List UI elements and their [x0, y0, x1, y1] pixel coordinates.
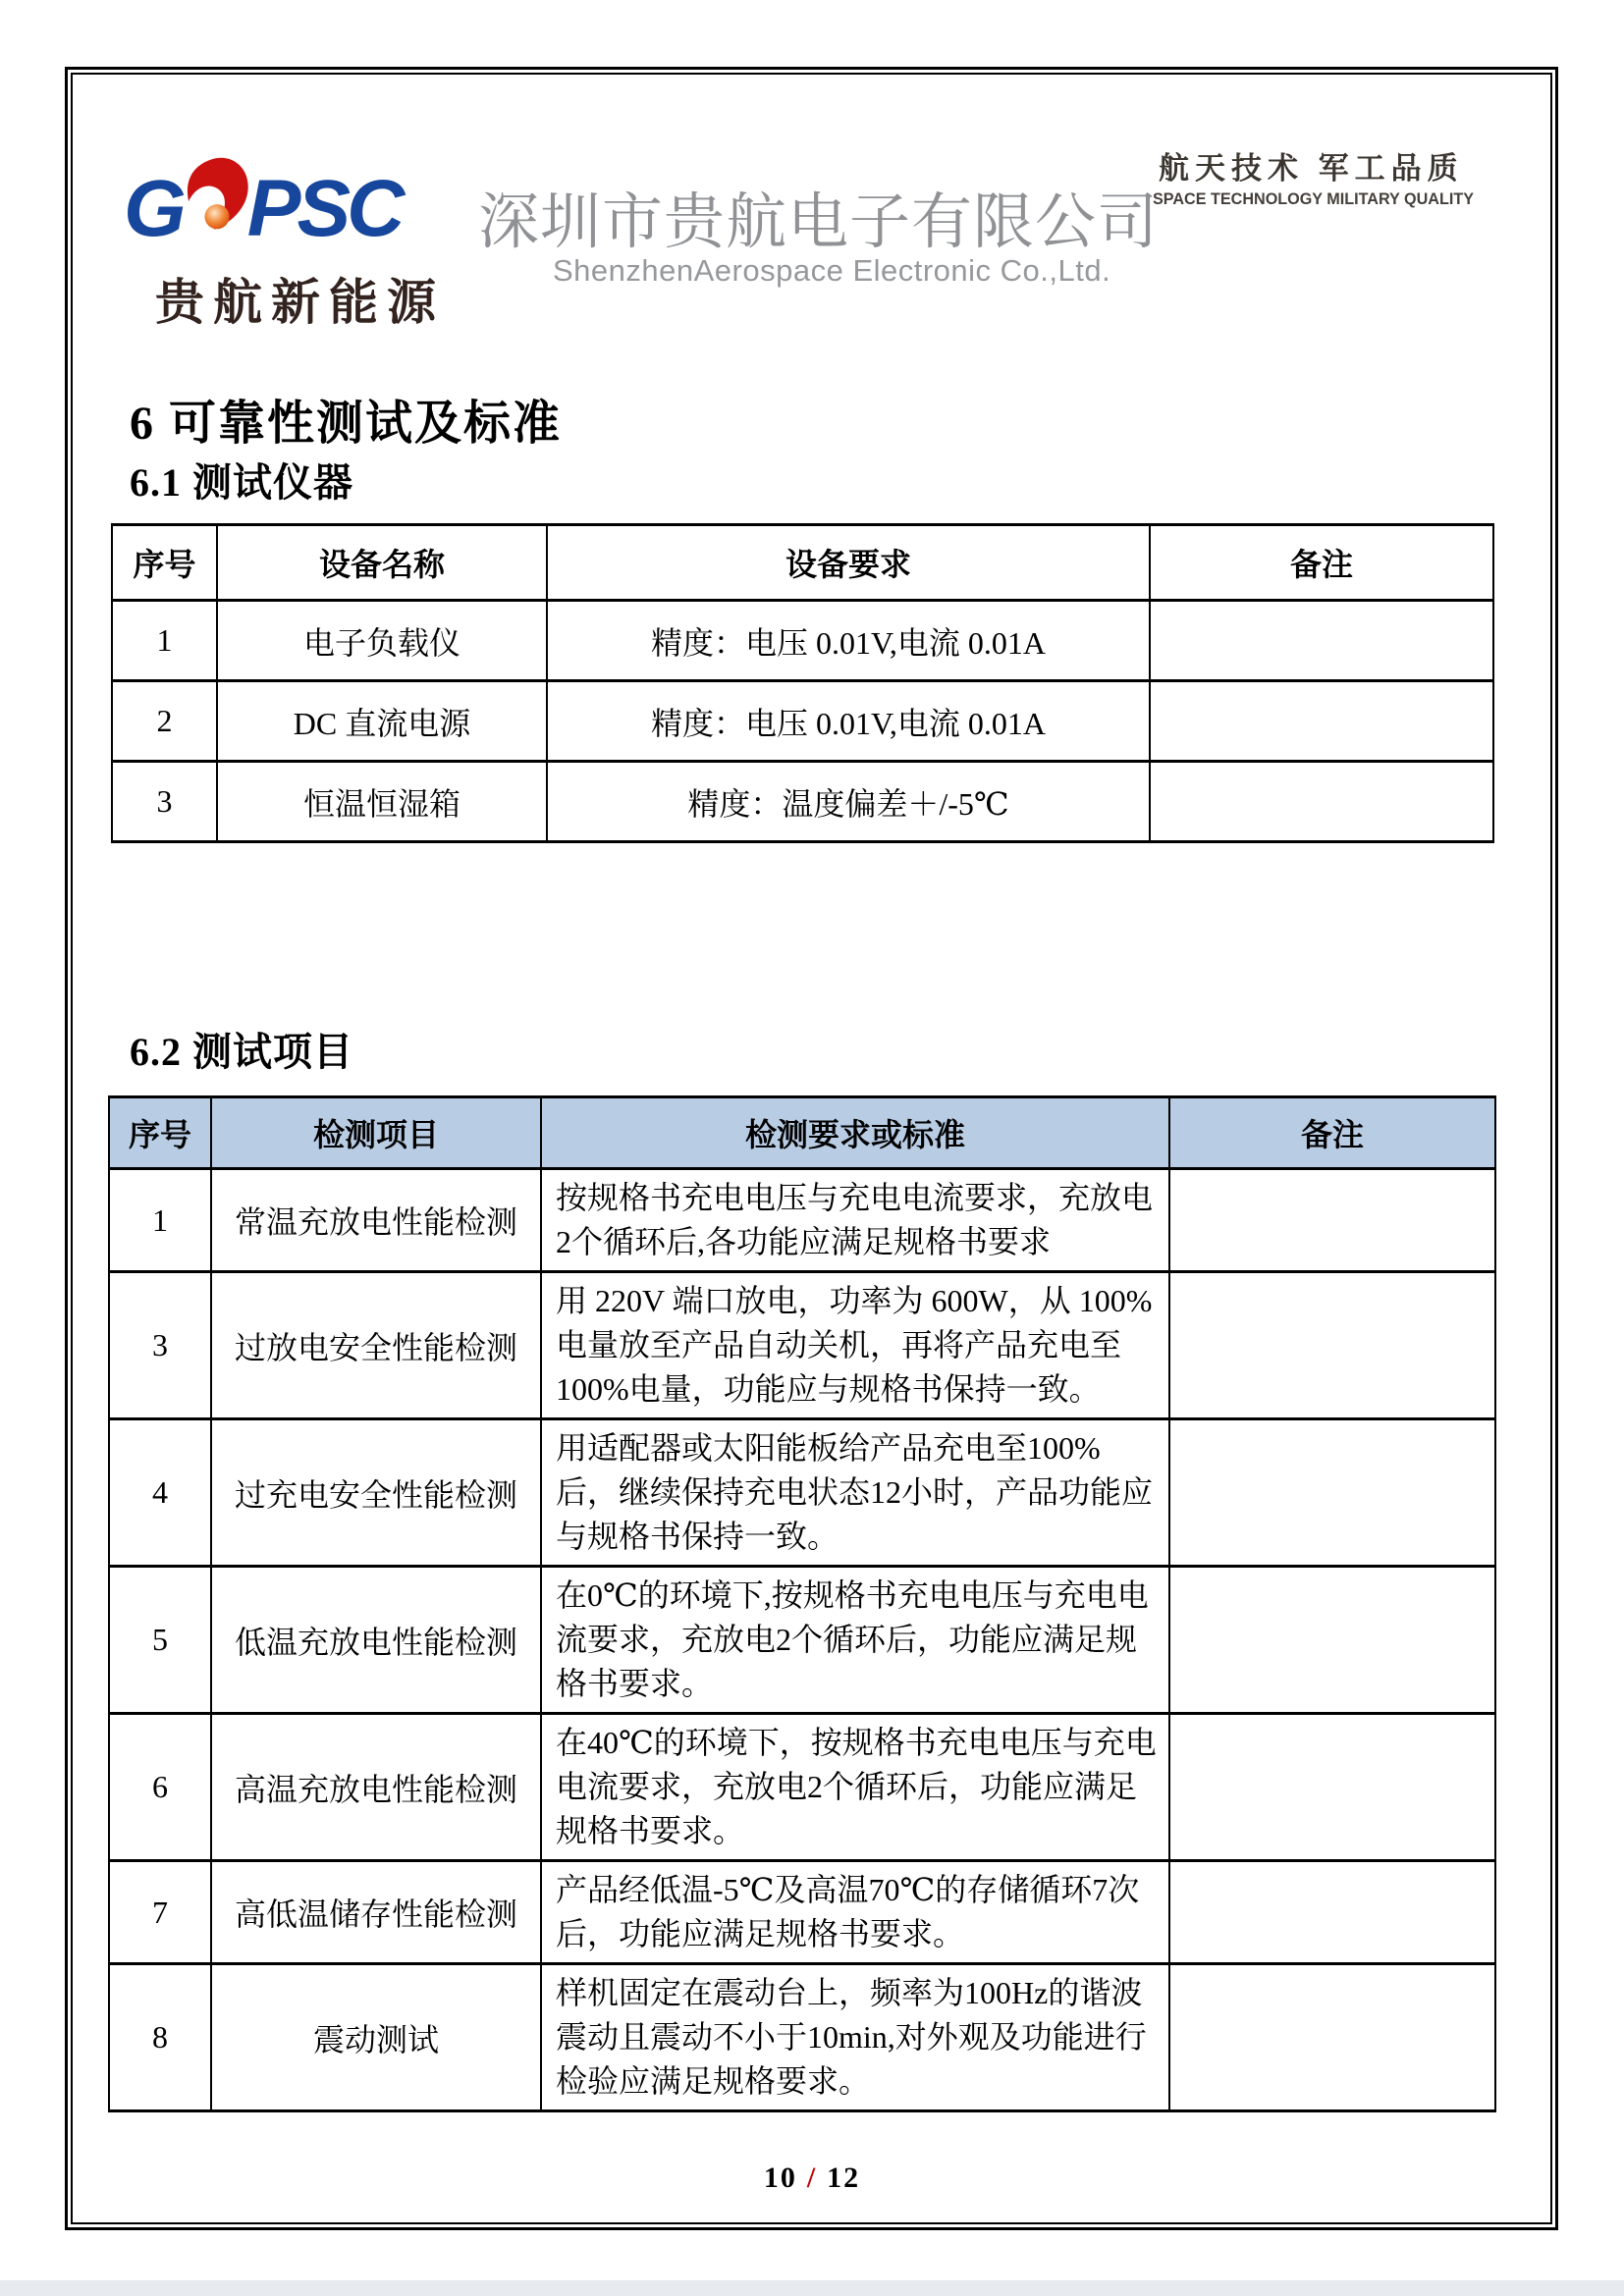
cell-no: 4 [109, 1419, 211, 1567]
company-name-en: ShenzhenAerospace Electronic Co.,Ltd. [553, 253, 1111, 288]
cell-remark [1150, 681, 1493, 762]
cell-test-item: 常温充放电性能检测 [211, 1169, 541, 1272]
table-row [112, 681, 1493, 762]
col-header-test-item: 检测项目 [211, 1097, 541, 1169]
cell-no: 7 [109, 1861, 211, 1964]
cell-test-req: 在0℃的环境下,按规格书充电电压与充电电流要求，充放电2个循环后，功能应满足规格书要求。 [541, 1567, 1169, 1714]
logo-letter-g: G [124, 164, 183, 253]
page-total: 12 [827, 2162, 861, 2194]
cell-remark [1150, 762, 1493, 842]
cell-device-name: 恒温恒湿箱 [217, 762, 547, 842]
logo-letters-psc: PSC [246, 164, 402, 253]
cell-no: 2 [112, 681, 217, 762]
cell-no: 8 [109, 1964, 211, 2111]
cell-test-item: 高温充放电性能检测 [211, 1714, 541, 1861]
cell-test-req: 在40℃的环境下，按规格书充电电压与充电电流要求，充放电2个循环后，功能应满足规格书要求。 [541, 1714, 1169, 1861]
comet-swoosh-icon [181, 145, 253, 252]
cell-test-req: 按规格书充电电压与充电电流要求，充放电2个循环后,各功能应满足规格书要求 [541, 1169, 1169, 1272]
cell-test-item: 低温充放电性能检测 [211, 1567, 541, 1714]
cell-test-req: 用 220V 端口放电，功率为 600W，从 100%电量放至产品自动关机，再将产品充电至100%电量，功能应与规格书保持一致。 [541, 1272, 1169, 1419]
page-number [0, 2162, 1624, 2195]
tagline-en: SPACE TECHNOLOGY MILITARY QUALITY [1153, 190, 1475, 208]
col-header-no: 序号 [112, 525, 217, 601]
cell-test-item: 过放电安全性能检测 [211, 1272, 541, 1419]
col-header-no: 序号 [109, 1097, 211, 1169]
page-separator: / [806, 2162, 818, 2194]
section-title-6: 6 可靠性测试及标准 [130, 398, 563, 450]
next-page-edge [0, 2280, 1624, 2296]
table-row [109, 1272, 1495, 1419]
table-row [109, 1964, 1495, 2111]
table-row [109, 1419, 1495, 1567]
cell-device-req: 精度：电压 0.01V,电流 0.01A [547, 681, 1150, 762]
cell-remark [1169, 1714, 1495, 1861]
section-title-6-2: 6.2 测试项目 [130, 1030, 353, 1074]
company-logo [124, 145, 401, 255]
cell-remark [1169, 1419, 1495, 1567]
table-row [112, 601, 1493, 681]
cell-no: 1 [109, 1169, 211, 1272]
cell-device-name: 电子负载仪 [217, 601, 547, 681]
cell-remark [1169, 1169, 1495, 1272]
cell-device-req: 精度：温度偏差＋/-5℃ [547, 762, 1150, 842]
cell-no: 6 [109, 1714, 211, 1861]
page-current: 10 [763, 2162, 797, 2194]
col-header-remark: 备注 [1150, 525, 1493, 601]
cell-no: 1 [112, 601, 217, 681]
table-row [109, 1714, 1495, 1861]
logo-subtitle: 贵航新能源 [155, 275, 445, 330]
cell-test-item: 过充电安全性能检测 [211, 1419, 541, 1567]
cell-test-req: 样机固定在震动台上，频率为100Hz的谐波震动且震动不小于10min,对外观及功能进行检验应满足规格要求。 [541, 1964, 1169, 2111]
col-header-device-name: 设备名称 [217, 525, 547, 601]
cell-remark [1169, 1861, 1495, 1964]
table-header-row [109, 1097, 1495, 1169]
cell-test-req: 用适配器或太阳能板给产品充电至100%后，继续保持充电状态12小时，产品功能应与规格书保持一致。 [541, 1419, 1169, 1567]
cell-no: 5 [109, 1567, 211, 1714]
table-row [112, 762, 1493, 842]
company-name-cn: 深圳市贵航电子有限公司 [478, 188, 1160, 256]
table-row [109, 1169, 1495, 1272]
col-header-test-req: 检测要求或标准 [541, 1097, 1169, 1169]
col-header-device-req: 设备要求 [547, 525, 1150, 601]
section-title-6-1: 6.1 测试仪器 [130, 460, 353, 505]
cell-remark [1150, 601, 1493, 681]
test-instruments-table [111, 523, 1494, 843]
cell-remark [1169, 1964, 1495, 2111]
tagline-cn: 航天技术 军工品质 [1159, 151, 1464, 186]
cell-device-name: DC 直流电源 [217, 681, 547, 762]
cell-no: 3 [109, 1272, 211, 1419]
cell-remark [1169, 1567, 1495, 1714]
table-row [109, 1861, 1495, 1964]
table-header-row [112, 525, 1493, 601]
cell-remark [1169, 1272, 1495, 1419]
col-header-remark: 备注 [1169, 1097, 1495, 1169]
cell-device-req: 精度：电压 0.01V,电流 0.01A [547, 601, 1150, 681]
test-items-table [108, 1095, 1496, 2112]
cell-test-req: 产品经低温-5℃及高温70℃的存储循环7次后，功能应满足规格书要求。 [541, 1861, 1169, 1964]
cell-test-item: 高低温储存性能检测 [211, 1861, 541, 1964]
cell-test-item: 震动测试 [211, 1964, 541, 2111]
table-row [109, 1567, 1495, 1714]
cell-no: 3 [112, 762, 217, 842]
